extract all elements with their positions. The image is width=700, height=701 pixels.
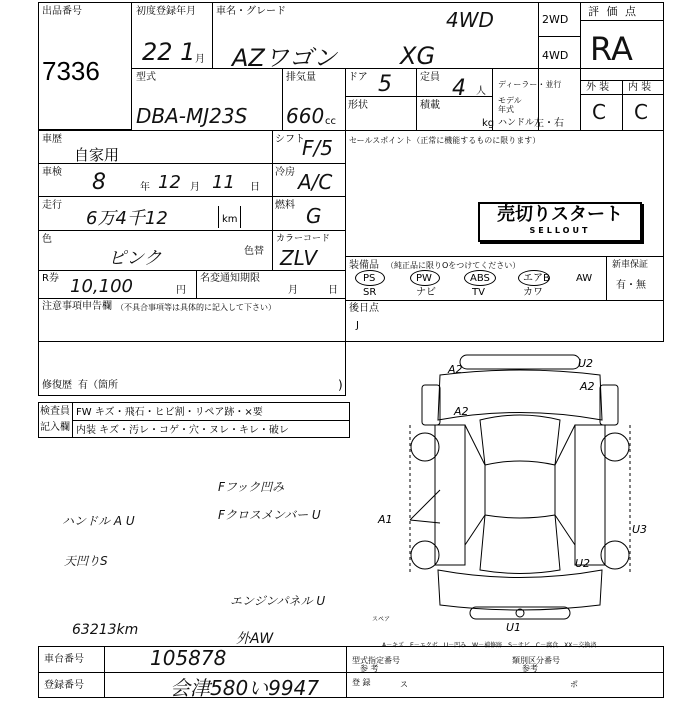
repaint-label: 色替 [244,246,264,257]
color-code-value: ZLV [280,246,318,270]
shift-value: F/5 [302,136,333,160]
note-cross-member: Fクロスメンバー U [218,508,321,522]
history-label: 車歴 [42,134,62,145]
note-engine-panel: エンジンパネル U [230,594,326,608]
damage-mark: A2 [454,405,469,418]
recycle-label: R券 [42,273,59,284]
note-front-hook: Fフック凹み [218,480,285,494]
shift-label: シフト [275,134,305,145]
color-label: 色 [42,234,52,245]
reg-year-label: 初度登録年月 [136,6,196,17]
repair-label: 修復歴 [42,380,72,391]
aircon-value: A/C [298,170,333,194]
damage-mark: U2 [575,557,591,570]
doors-label: ドア [348,72,368,83]
plate-label: 登録番号 [44,680,84,691]
car-grade: XG [400,42,436,70]
note-roof: 天凹りS [64,554,108,568]
reg-year-value: 22 1 [142,38,196,66]
note-handle: ハンドル A U [62,514,135,528]
damage-mark: A2 [580,380,595,393]
ext-grade: C [592,100,606,124]
dealer-label: ディーラー・並行 [498,80,562,89]
int-grade: C [634,100,648,124]
mileage-value: 6万4千12 [86,208,168,229]
damage-mark: A1 [378,513,393,526]
after-value: J [356,320,359,331]
note-mileage: 63213km [72,622,139,638]
displacement-label: 排気量 [286,72,316,83]
name-change-label: 名変通知期限 [200,273,260,284]
recycle-value: 10,100 [70,276,133,297]
model-value: DBA-MJ23S [136,104,248,128]
new-warranty-value: 有・無 [616,280,646,291]
damage-mark: U2 [578,357,594,370]
after-label: 後日点 [349,303,379,314]
sellpoint-label: セールスポイント（正常に機能するものに限ります） [349,136,541,145]
inspection-label: 車検 [42,167,62,178]
drive-2wd: 2WD [542,13,569,26]
inspector-row2: 内装 キズ・汚レ・コゲ・穴・ヌレ・キレ・破レ [76,425,289,436]
equipment-sub: （純正品に限りOをつけてください） [386,261,521,270]
damage-mark: A2 [448,363,463,376]
evaluation-score: RA [590,30,633,68]
doors-value: 5 [378,72,392,97]
fuel-label: 燃料 [275,200,295,211]
fuel-value: G [306,204,322,228]
new-warranty-label: 新車保証 [612,260,649,270]
history-value: 自家用 [74,146,120,164]
car-drive-note: 4WD [446,8,494,32]
damage-mark: U1 [506,621,522,634]
chassis-label: 車台番号 [44,654,84,665]
handle-value: 左・右 [534,118,564,129]
model-change-label: モデル 年式 [498,96,522,114]
chassis-value: 105878 [150,646,227,670]
spare-label: スペア [372,616,391,623]
model-label: 型式 [136,72,156,83]
lot-number: 7336 [42,56,100,86]
note-aw: 外AW [236,631,274,647]
ext-label: 外 装 [586,82,610,93]
inspector-row1: FW キズ・飛石・ヒビ割・リペア跡・×要 [76,407,263,418]
capacity-value: 4 [452,76,466,101]
evaluation-label: 評 価 点 [588,5,638,18]
capacity-label: 定員 [420,72,440,83]
damage-legend: A－キズ E－エクボ U－凹み W－補修跡 S－サビ C－腐食 XX－交換済 [382,642,597,649]
lot-label: 出品番号 [42,6,82,17]
damage-mark: U3 [632,523,648,536]
inspection-month: 12 [158,172,181,193]
inspection-day: 11 [212,172,235,193]
car-name-label: 車名・グレード [216,6,286,17]
plate-value: 会津580い9947 [170,676,320,700]
repair-value: 有（箇所 [78,380,118,391]
handle-label: ハンドル [498,118,535,128]
mileage-label: 走行 [42,200,62,211]
equipment-label: 装備品 [349,260,379,271]
color-value: ピンク [108,248,162,269]
displacement-value: 660 [286,104,325,128]
sellout-badge: 売切りスタート SELLOUT [478,202,642,242]
int-label: 内 装 [628,82,652,93]
color-code-label: カラーコード [276,234,331,244]
drive-4wd: 4WD [542,49,569,62]
aircon-label: 冷房 [275,167,295,178]
notes-sub: （不具合事項等は具体的に記入して下さい） [116,303,276,312]
car-diagram [370,345,670,645]
load-label: 積載 [420,100,440,111]
shape-label: 形状 [348,100,368,111]
notes-label: 注意事項申告欄 [42,301,112,312]
inspection-year: 8 [92,170,106,195]
car-name: AZワゴン [232,44,337,72]
